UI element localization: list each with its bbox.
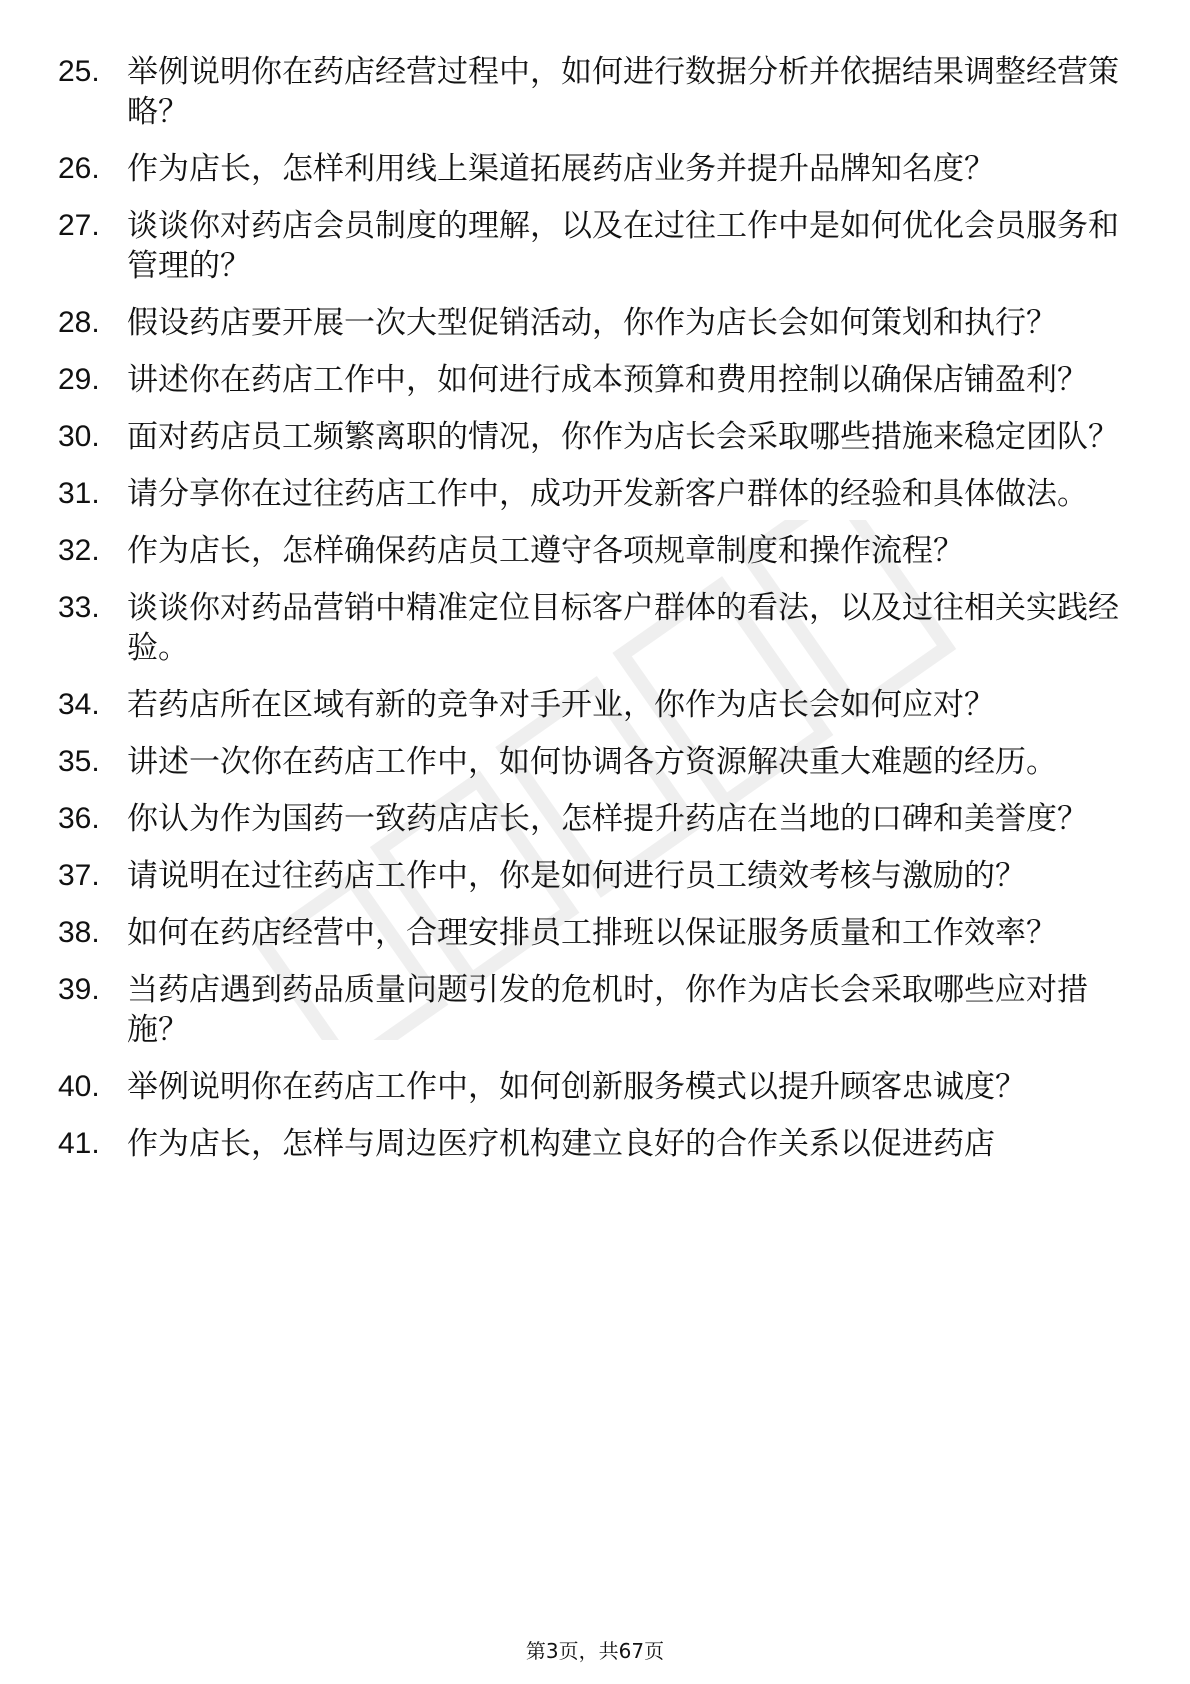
question-text: 谈谈你对药店会员制度的理解，以及在过往工作中是如何优化会员服务和管理的？ [127,208,1119,284]
question-text: 假设药店要开展一次大型促销活动，你作为店长会如何策划和执行？ [127,305,1057,341]
question-number: 26. [58,152,100,185]
list-item [0,588,1190,668]
list-item [0,303,1190,343]
question-number: 35. [58,745,100,778]
question-text: 若药店所在区域有新的竞争对手开业，你作为店长会如何应对？ [127,687,995,723]
question-number: 31. [58,477,100,510]
list-item [0,685,1190,725]
question-text: 举例说明你在药店工作中，如何创新服务模式以提升顾客忠诚度？ [127,1069,1026,1105]
question-number: 32. [58,534,100,567]
question-text: 作为店长，怎样利用线上渠道拓展药店业务并提升品牌知名度？ [127,151,995,187]
list-item [0,742,1190,782]
question-number: 29. [58,363,100,396]
question-number: 38. [58,916,100,949]
question-number: 34. [58,688,100,721]
list-item [0,52,1190,132]
question-text: 举例说明你在药店经营过程中，如何进行数据分析并依据结果调整经营策略？ [127,54,1119,130]
question-number: 28. [58,306,100,339]
list-item [0,799,1190,839]
question-text: 如何在药店经营中，合理安排员工排班以保证服务质量和工作效率？ [127,915,1057,951]
list-item [0,474,1190,514]
question-number: 40. [58,1070,100,1103]
question-number: 27. [58,209,100,242]
question-number: 33. [58,591,100,624]
question-text: 请说明在过往药店工作中，你是如何进行员工绩效考核与激励的？ [127,858,1026,894]
list-item [0,149,1190,189]
question-text: 讲述你在药店工作中，如何进行成本预算和费用控制以确保店铺盈利？ [127,362,1088,398]
page-number-footer: 第3页，共67页 [525,1639,665,1663]
question-text: 当药店遇到药品质量问题引发的危机时，你作为店长会采取哪些应对措施？ [127,972,1088,1048]
list-item [0,531,1190,571]
question-number: 37. [58,859,100,892]
question-text: 谈谈你对药品营销中精准定位目标客户群体的看法，以及过往相关实践经验。 [127,590,1119,666]
question-text: 讲述一次你在药店工作中，如何协调各方资源解决重大难题的经历。 [127,744,1057,780]
list-item [0,970,1190,1050]
question-text: 面对药店员工频繁离职的情况，你作为店长会采取哪些措施来稳定团队？ [127,419,1119,455]
question-text: 作为店长，怎样确保药店员工遵守各项规章制度和操作流程？ [127,533,964,569]
question-text: 你认为作为国药一致药店店长，怎样提升药店在当地的口碑和美誉度？ [127,801,1088,837]
list-item [0,856,1190,896]
question-list [0,52,1190,1181]
list-item [0,1124,1190,1164]
question-number: 30. [58,420,100,453]
question-number: 36. [58,802,100,835]
list-item [0,417,1190,457]
list-item [0,206,1190,286]
question-number: 39. [58,973,100,1006]
question-text: 请分享你在过往药店工作中，成功开发新客户群体的经验和具体做法。 [127,476,1088,512]
list-item [0,1067,1190,1107]
list-item [0,913,1190,953]
question-number: 41. [58,1127,100,1160]
list-item [0,360,1190,400]
question-text: 作为店长，怎样与周边医疗机构建立良好的合作关系以促进药店 [127,1126,995,1162]
question-number: 25. [58,55,100,88]
